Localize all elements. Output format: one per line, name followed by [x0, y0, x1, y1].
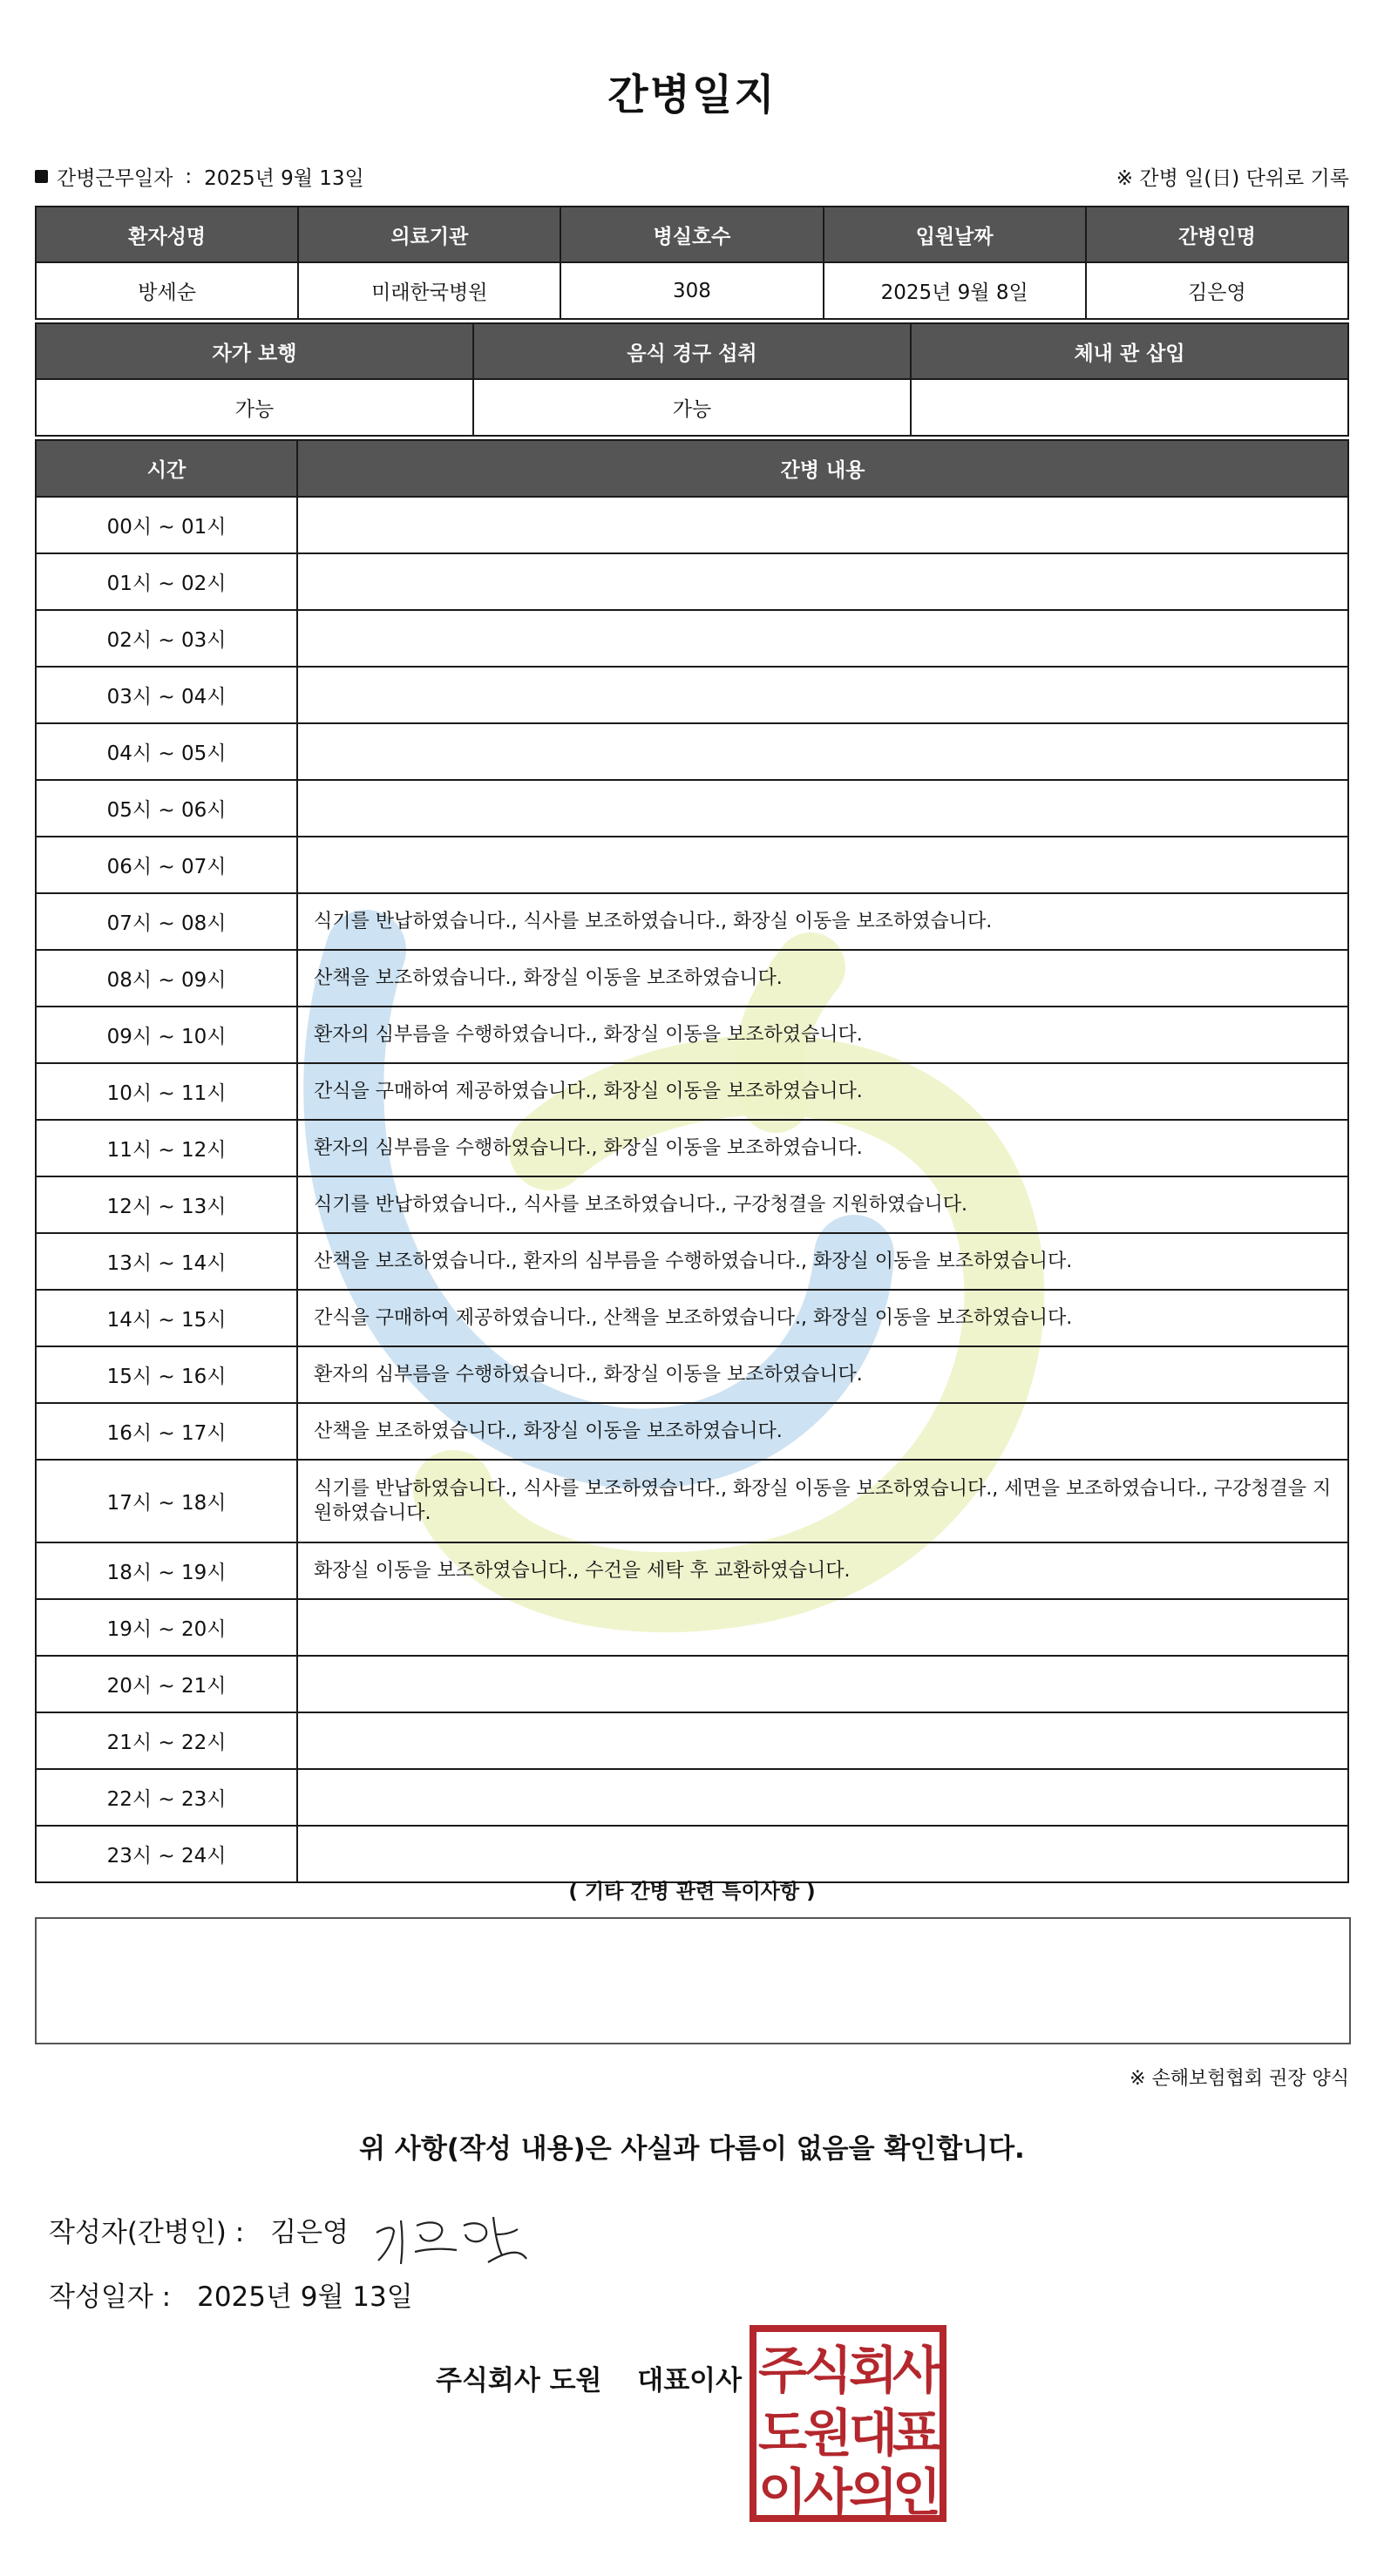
- log-row: [36, 1233, 1348, 1290]
- log-time: 04시 ~ 05시: [36, 723, 297, 780]
- work-date-separator: :: [185, 165, 193, 188]
- log-row: [36, 1120, 1348, 1176]
- patient-info-table: [35, 206, 1349, 320]
- seal-character: 회: [848, 2341, 899, 2400]
- log-row: [36, 667, 1348, 723]
- log-content: 환자의 심부름을 수행하였습니다., 화장실 이동을 보조하였습니다.: [297, 1120, 1348, 1176]
- value-oral-intake: 가능: [473, 379, 911, 436]
- work-date-group: [35, 162, 364, 191]
- log-content: 간식을 구매하여 제공하였습니다., 산책을 보조하였습니다., 화장실 이동을 보조하였습니다.: [297, 1290, 1348, 1346]
- value-self-walking: 가능: [36, 379, 473, 436]
- association-note: ※ 손해보험협회 권장 양식: [1130, 2068, 1349, 2090]
- log-time: 03시 ~ 04시: [36, 667, 297, 723]
- log-time: 11시 ~ 12시: [36, 1120, 297, 1176]
- header-care-content: 간병 내용: [297, 440, 1348, 497]
- log-time: 05시 ~ 06시: [36, 780, 297, 837]
- company-line: [436, 2358, 742, 2397]
- log-row: [36, 1063, 1348, 1120]
- log-row: [36, 780, 1348, 837]
- log-content: [297, 1769, 1348, 1826]
- work-date-label: 간병근무일자: [57, 167, 173, 190]
- confirmation-statement: 위 사항(작성 내용)은 사실과 다름이 없음을 확인합니다.: [359, 2133, 1025, 2165]
- header-tube-insertion: 체내 관 삽입: [911, 323, 1348, 379]
- page-title: 간병일지: [607, 71, 777, 119]
- notes-box: [35, 1917, 1351, 2044]
- log-content: 식기를 반납하였습니다., 식사를 보조하였습니다., 화장실 이동을 보조하였습니다.: [297, 893, 1348, 950]
- value-room-number: 308: [560, 262, 823, 319]
- log-row: [36, 1176, 1348, 1233]
- patient-info-value-row: [36, 262, 1348, 319]
- seal-character: 사: [892, 2341, 942, 2400]
- log-content: [297, 780, 1348, 837]
- log-row: [36, 1346, 1348, 1403]
- value-caregiver-name: 김은영: [1086, 262, 1348, 319]
- write-date-value: 2025년 9월 13일: [197, 2281, 413, 2313]
- log-content: [297, 837, 1348, 893]
- log-time: 18시 ~ 19시: [36, 1542, 297, 1599]
- log-row: [36, 1769, 1348, 1826]
- log-time: 23시 ~ 24시: [36, 1826, 297, 1882]
- company-name: 주식회사 도원: [436, 2365, 602, 2396]
- work-date-value: 2025년 9월 13일: [204, 167, 364, 190]
- ceo-title: 대표이사: [637, 2365, 743, 2396]
- log-time: 09시 ~ 10시: [36, 1007, 297, 1063]
- patient-status-value-row: [36, 379, 1348, 436]
- log-row: [36, 1290, 1348, 1346]
- log-time: 02시 ~ 03시: [36, 610, 297, 667]
- log-row: [36, 1007, 1348, 1063]
- log-content: 산책을 보조하였습니다., 화장실 이동을 보조하였습니다.: [297, 950, 1348, 1007]
- writer-label: 작성자(간병인) :: [49, 2217, 245, 2248]
- log-time: 00시 ~ 01시: [36, 497, 297, 553]
- log-time: 12시 ~ 13시: [36, 1176, 297, 1233]
- log-time: 19시 ~ 20시: [36, 1599, 297, 1656]
- seal-character: 사: [803, 2463, 853, 2522]
- header-hospital: 의료기관: [298, 207, 560, 262]
- header-self-walking: 자가 보행: [36, 323, 473, 379]
- log-content: [297, 497, 1348, 553]
- log-content: 산책을 보조하였습니다., 화장실 이동을 보조하였습니다.: [297, 1403, 1348, 1460]
- log-time: 10시 ~ 11시: [36, 1063, 297, 1120]
- log-time: 20시 ~ 21시: [36, 1656, 297, 1712]
- value-hospital: 미래한국병원: [298, 262, 560, 319]
- header-room-number: 병실호수: [560, 207, 823, 262]
- log-row: [36, 950, 1348, 1007]
- log-row: [36, 553, 1348, 610]
- patient-info-header-row: [36, 207, 1348, 262]
- log-time: 17시 ~ 18시: [36, 1460, 297, 1542]
- seal-character: 식: [803, 2341, 853, 2400]
- seal-character: 의: [848, 2463, 899, 2522]
- seal-character: 표: [892, 2403, 942, 2463]
- header-admission-date: 입원날짜: [824, 207, 1086, 262]
- log-row: [36, 1542, 1348, 1599]
- header-caregiver-name: 간병인명: [1086, 207, 1348, 262]
- log-time: 16시 ~ 17시: [36, 1403, 297, 1460]
- log-time: 22시 ~ 23시: [36, 1769, 297, 1826]
- seal-character: 도: [757, 2403, 808, 2463]
- seal-character: 원: [803, 2403, 853, 2463]
- unit-note: ※ 간병 일(日) 단위로 기록: [1116, 167, 1349, 190]
- bullet-square-icon: [35, 170, 48, 183]
- log-time: 01시 ~ 02시: [36, 553, 297, 610]
- log-row: [36, 1403, 1348, 1460]
- writer-name: 김은영: [270, 2217, 349, 2248]
- log-row: [36, 837, 1348, 893]
- seal-character: 인: [892, 2463, 942, 2522]
- log-content: [297, 1712, 1348, 1769]
- hourly-log-table: [35, 439, 1349, 1883]
- log-content: 식기를 반납하였습니다., 식사를 보조하였습니다., 구강청결을 지원하였습니다.: [297, 1176, 1348, 1233]
- log-time: 21시 ~ 22시: [36, 1712, 297, 1769]
- value-admission-date: 2025년 9월 8일: [824, 262, 1086, 319]
- log-time: 14시 ~ 15시: [36, 1290, 297, 1346]
- patient-status-header-row: [36, 323, 1348, 379]
- header-patient-name: 환자성명: [36, 207, 298, 262]
- writer-line: [49, 2210, 349, 2249]
- seal-character: 이: [757, 2463, 808, 2522]
- log-content: [297, 723, 1348, 780]
- log-time: 08시 ~ 09시: [36, 950, 297, 1007]
- value-tube-insertion: [911, 379, 1348, 436]
- write-date-line: [49, 2274, 413, 2314]
- log-row: [36, 1460, 1348, 1542]
- log-time: 06시 ~ 07시: [36, 837, 297, 893]
- seal-character: 주: [757, 2341, 808, 2400]
- log-content: 화장실 이동을 보조하였습니다., 수건을 세탁 후 교환하였습니다.: [297, 1542, 1348, 1599]
- log-content: [297, 667, 1348, 723]
- log-row: [36, 893, 1348, 950]
- log-row: [36, 1599, 1348, 1656]
- company-seal-stamp: [750, 2325, 946, 2522]
- log-row: [36, 497, 1348, 553]
- log-row: [36, 1712, 1348, 1769]
- log-content: 식기를 반납하였습니다., 식사를 보조하였습니다., 화장실 이동을 보조하였습니다., 세면을 보조하였습니다., 구강청결을 지원하였습니다.: [297, 1460, 1348, 1542]
- log-content: [297, 553, 1348, 610]
- log-content: 산책을 보조하였습니다., 환자의 심부름을 수행하였습니다., 화장실 이동을 보조하였습니다.: [297, 1233, 1348, 1290]
- log-row: [36, 1656, 1348, 1712]
- patient-status-table: [35, 322, 1349, 437]
- handwritten-signature: [366, 2208, 532, 2269]
- hourly-log-body: [36, 497, 1348, 1882]
- log-row: [36, 1826, 1348, 1882]
- value-patient-name: 방세순: [36, 262, 298, 319]
- log-row: [36, 723, 1348, 780]
- notes-caption: ( 기타 간병 관련 특이사항 ): [568, 1881, 816, 1903]
- log-content: [297, 1599, 1348, 1656]
- seal-character: 대: [848, 2403, 899, 2463]
- log-content: [297, 1826, 1348, 1882]
- log-time: 13시 ~ 14시: [36, 1233, 297, 1290]
- log-content: [297, 610, 1348, 667]
- work-date-row: [35, 162, 1349, 192]
- log-row: [36, 610, 1348, 667]
- log-time: 15시 ~ 16시: [36, 1346, 297, 1403]
- log-content: 환자의 심부름을 수행하였습니다., 화장실 이동을 보조하였습니다.: [297, 1346, 1348, 1403]
- log-time: 07시 ~ 08시: [36, 893, 297, 950]
- header-oral-intake: 음식 경구 섭취: [473, 323, 911, 379]
- header-time: 시간: [36, 440, 297, 497]
- log-content: 환자의 심부름을 수행하였습니다., 화장실 이동을 보조하였습니다.: [297, 1007, 1348, 1063]
- log-content: 간식을 구매하여 제공하였습니다., 화장실 이동을 보조하였습니다.: [297, 1063, 1348, 1120]
- log-content: [297, 1656, 1348, 1712]
- hourly-log-header-row: [36, 440, 1348, 497]
- write-date-label: 작성일자 :: [49, 2281, 172, 2313]
